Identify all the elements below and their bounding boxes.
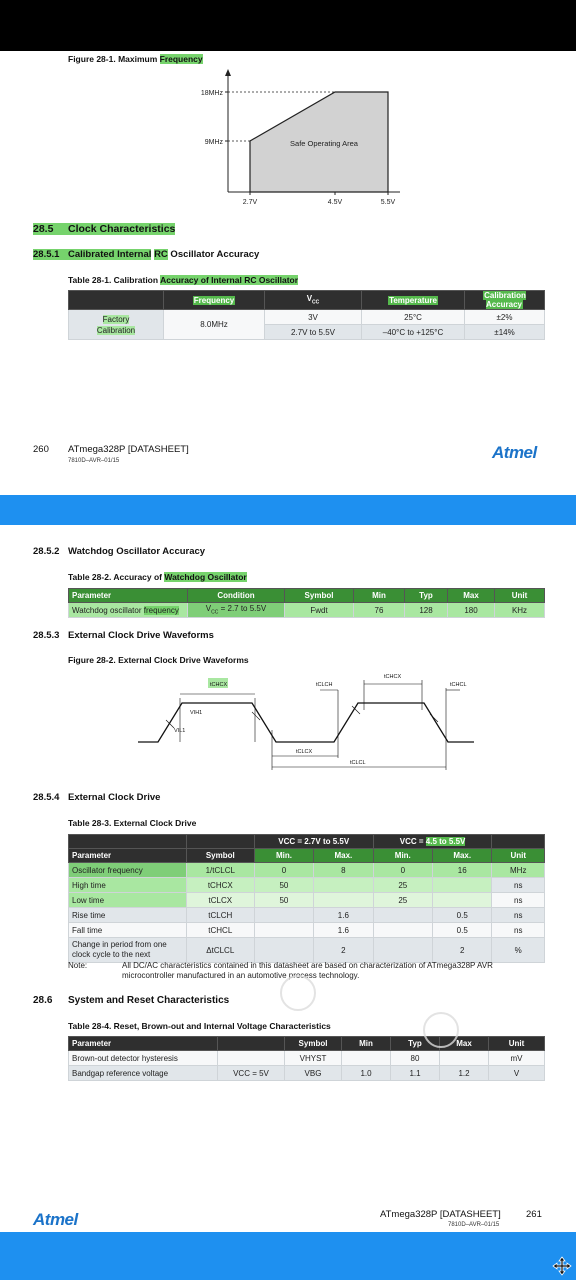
label-tchcl: tCHCL: [450, 682, 467, 688]
table-28-4-caption: Table 28-4. Reset, Brown-out and Internal Voltage Characteristics: [68, 1021, 331, 1031]
y-tick-18mhz: 18MHz: [200, 90, 223, 97]
label-tchcx-1: tCHCX: [210, 682, 228, 688]
clock-waveform-diagram: [130, 670, 490, 780]
move-icon[interactable]: [552, 1256, 572, 1276]
subsection-heading-28-5-4: 28.5.4 External Clock Drive: [33, 792, 161, 803]
touch-indicator: [280, 975, 316, 1011]
footer-page-number: 261: [526, 1209, 542, 1220]
x-tick-4.5v: 4.5V: [327, 199, 343, 206]
section-heading-28-5: 28.5 Clock Characteristics: [33, 223, 176, 235]
touch-indicator: [423, 1012, 459, 1048]
label-vih: VIH1: [190, 710, 203, 716]
factory-calibration-label: Factory Calibration: [69, 310, 164, 340]
table-28-3-caption: Table 28-3. External Clock Drive: [68, 818, 197, 828]
table-row: Rise time tCLCH 1.6 0.5 ns: [69, 908, 545, 923]
footer-code: 7810D–AVR–01/15: [448, 1222, 500, 1228]
table-row: Change in period from one clock cycle to the next ΔtCLCL 2 2 %: [69, 938, 545, 963]
external-clock-drive-table: VCC = 2.7V to 5.5V VCC = 4.5 to 5.5V Parameter Symbol Min. Max. Min. Max. Unit Oscillator frequency 1/tCLCL 0 8 0 16 MHz High time tCHCX 50 25 ns Low time tCLCX 50 25 ns Rise time tCLCH 1.6 0.5 ns Fall time tCHCL 1.6 0.5 ns Change in period from one clock cycle to the next ΔtCLCL 2 2 %: [68, 834, 545, 963]
footer-title: ATmega328P [DATASHEET]: [380, 1209, 501, 1220]
footer-code: 7810D–AVR–01/15: [68, 458, 120, 464]
table-28-2-caption: Table 28-2. Accuracy of Watchdog Oscillator: [68, 572, 247, 582]
label-tclcl: tCLCL: [350, 760, 366, 766]
table-note-text: All DC/AC characteristics contained in this datasheet are based on characterization of ATmega328P AVR microcontroller manufactured in an automotive process technology.: [122, 961, 493, 980]
table-row: Fall time tCHCL 1.6 0.5 ns: [69, 923, 545, 938]
reset-brownout-table: Parameter Symbol Min Typ Max Unit Brown-out detector hysteresis VHYST 80 mV Bandgap reference voltage VCC = 5V VBG 1.0 1.1 1.2 V: [68, 1036, 545, 1081]
table-row: High time tCHCX 50 25 ns: [69, 878, 545, 893]
section-heading-28-6: 28.6 System and Reset Characteristics: [33, 995, 230, 1006]
table-28-1-caption: Table 28-1. Calibration Accuracy of Internal RC Oscillator: [68, 275, 299, 285]
top-black-bar: [0, 0, 576, 51]
subsection-heading-28-5-2: 28.5.2 Watchdog Oscillator Accuracy: [33, 546, 206, 557]
label-tclcx: tCLCX: [296, 749, 313, 755]
x-tick-5.5v: 5.5V: [380, 199, 396, 206]
x-tick-2.7v: 2.7V: [242, 199, 258, 206]
watchdog-table: Parameter Condition Symbol Min Typ Max Unit Watchdog oscillator frequency $V_{CC} = 2.7$ to 5.5V Fwdt 76 128 180 KHz: [68, 588, 545, 618]
table-row: Bandgap reference voltage VCC = 5V VBG 1.0 1.1 1.2 V: [69, 1066, 545, 1081]
table-row: Brown-out detector hysteresis VHYST 80 mV: [69, 1051, 545, 1066]
max-frequency-chart: [190, 69, 410, 209]
subsection-heading-28-5-1: 28.5.1 Calibrated Internal RC Oscillator Accuracy: [33, 249, 260, 260]
page-separator-bar: [0, 495, 576, 525]
footer-page-number: 260: [33, 444, 49, 455]
figure-caption: Figure 28-1. Maximum Frequency: [68, 54, 203, 64]
atmel-logo: Atmel: [492, 443, 537, 462]
datasheet-page-261: [0, 525, 576, 1232]
table-row: Low time tCLCX 50 25 ns: [69, 893, 545, 908]
bottom-blue-bar: [0, 1232, 576, 1280]
table-note-label: Note:: [68, 961, 88, 970]
calibration-table: Frequency $V_{CC}$ Temperature Calibration Accuracy Factory Calibration 8.0MHz 3V 25°C ±2% 2.7V to 5.5V –40°C to +125°C ±14%: [68, 290, 545, 340]
table-row: Oscillator frequency 1/tCLCL 0 8 0 16 MHz: [69, 863, 545, 878]
subsection-heading-28-5-3: 28.5.3 External Clock Drive Waveforms: [33, 630, 214, 641]
area-label: Safe Operating Area: [290, 139, 358, 148]
label-tchcx-2: tCHCX: [384, 674, 402, 680]
atmel-logo: Atmel: [33, 1210, 78, 1229]
datasheet-page-260: [0, 51, 576, 495]
label-vil: VIL1: [174, 728, 186, 734]
label-tclch: tCLCH: [316, 682, 333, 688]
y-tick-9mhz: 9MHz: [204, 139, 223, 146]
footer-title: ATmega328P [DATASHEET]: [68, 444, 189, 455]
figure-28-2-caption: Figure 28-2. External Clock Drive Waveforms: [68, 655, 249, 665]
